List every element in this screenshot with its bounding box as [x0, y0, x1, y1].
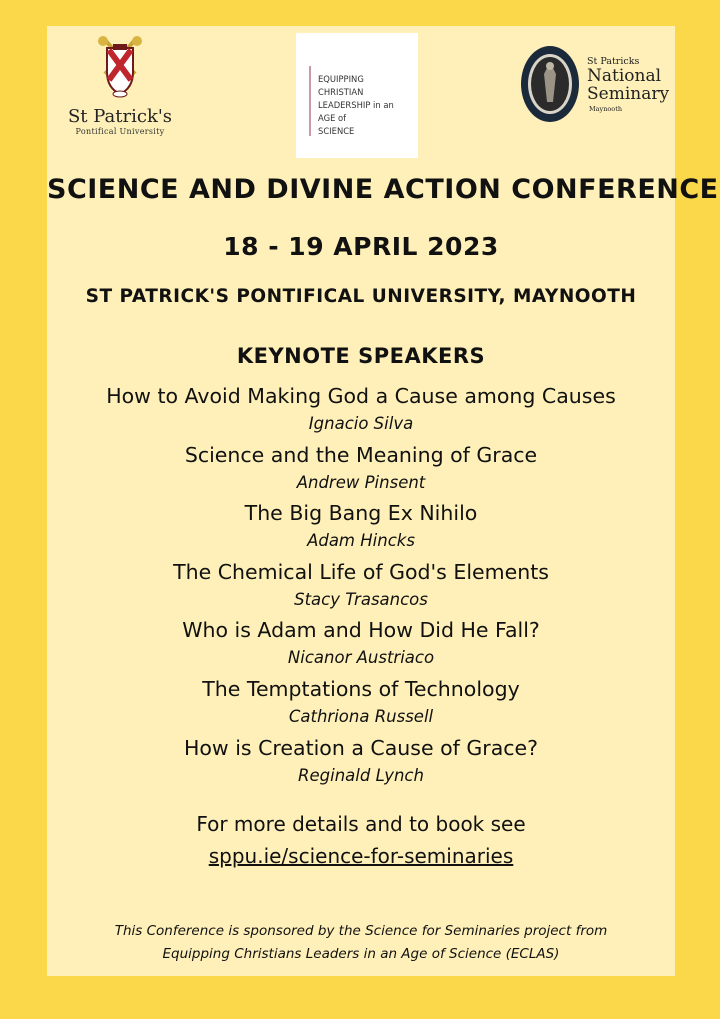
poster-panel	[47, 26, 719, 976]
talk-list	[47, 381, 675, 791]
talk-item	[47, 498, 675, 557]
talk-speaker: Nicanor Austriaco	[287, 648, 435, 668]
sponsor-line2: Equipping Christians Leaders in an Age of Science (ECLAS)	[162, 946, 560, 962]
talk-item	[47, 615, 675, 674]
seminary-line2: National	[587, 66, 662, 86]
eclas-line: AGE of	[318, 113, 347, 123]
talk-title: The Temptations of Technology	[202, 676, 520, 701]
st-patricks-logo	[65, 36, 175, 146]
conference-venue: ST PATRICK'S PONTIFICAL UNIVERSITY, MAYNOOTH	[85, 286, 637, 307]
seminary-line3: Seminary	[587, 84, 670, 104]
talk-item	[47, 674, 675, 733]
talk-title: The Chemical Life of God's Elements	[173, 559, 549, 584]
talk-speaker: Andrew Pinsent	[296, 472, 426, 492]
seminary-wordmark	[587, 56, 669, 113]
eclas-logo	[296, 33, 418, 158]
seminary-seal-icon	[519, 44, 581, 124]
national-seminary-logo	[519, 44, 669, 134]
sponsor-note	[47, 920, 675, 966]
sponsor-line1: This Conference is sponsored by the Science for Seminaries project from	[114, 923, 608, 939]
keynote-heading: KEYNOTE SPEAKERS	[236, 344, 486, 368]
booking-text: For more details and to book see	[196, 812, 526, 836]
talk-title: How to Avoid Making God a Cause among Causes	[106, 384, 616, 408]
st-patricks-name: St Patrick's	[67, 106, 173, 127]
talk-speaker: Stacy Trasancos	[294, 589, 428, 609]
eclas-accent-bar	[309, 66, 311, 136]
st-patricks-subtitle: Pontifical University	[75, 127, 165, 136]
conference-date: 18 - 19 APRIL 2023	[223, 232, 499, 261]
eclas-line: CHRISTIAN	[318, 87, 364, 97]
talk-title: Science and the Meaning of Grace	[184, 442, 538, 467]
talk-title: The Big Bang Ex Nihilo	[244, 501, 478, 526]
seminary-line4: Maynooth	[589, 105, 623, 113]
logo-row	[47, 26, 675, 176]
talk-item	[47, 733, 675, 792]
eclas-line: SCIENCE	[318, 126, 355, 136]
conference-title: SCIENCE AND DIVINE ACTION CONFERENCE	[47, 174, 719, 205]
talk-item	[47, 440, 675, 499]
crest-icon	[85, 36, 155, 100]
talk-speaker: Cathriona Russell	[288, 706, 434, 726]
talk-speaker: Reginald Lynch	[298, 765, 424, 785]
talk-speaker: Adam Hincks	[307, 531, 415, 551]
talk-title: Who is Adam and How Did He Fall?	[182, 618, 540, 643]
seminary-line1: St Patricks	[587, 56, 640, 67]
eclas-wordmark	[318, 73, 418, 138]
eclas-line: LEADERSHIP in an	[318, 100, 394, 110]
talk-item	[47, 381, 675, 440]
talk-speaker: Ignacio Silva	[308, 414, 414, 433]
talk-title: How is Creation a Cause of Grace?	[183, 735, 539, 760]
booking-link[interactable]: sppu.ie/science-for-seminaries	[208, 844, 514, 868]
eclas-line: EQUIPPING	[318, 74, 364, 84]
talk-item	[47, 557, 675, 616]
